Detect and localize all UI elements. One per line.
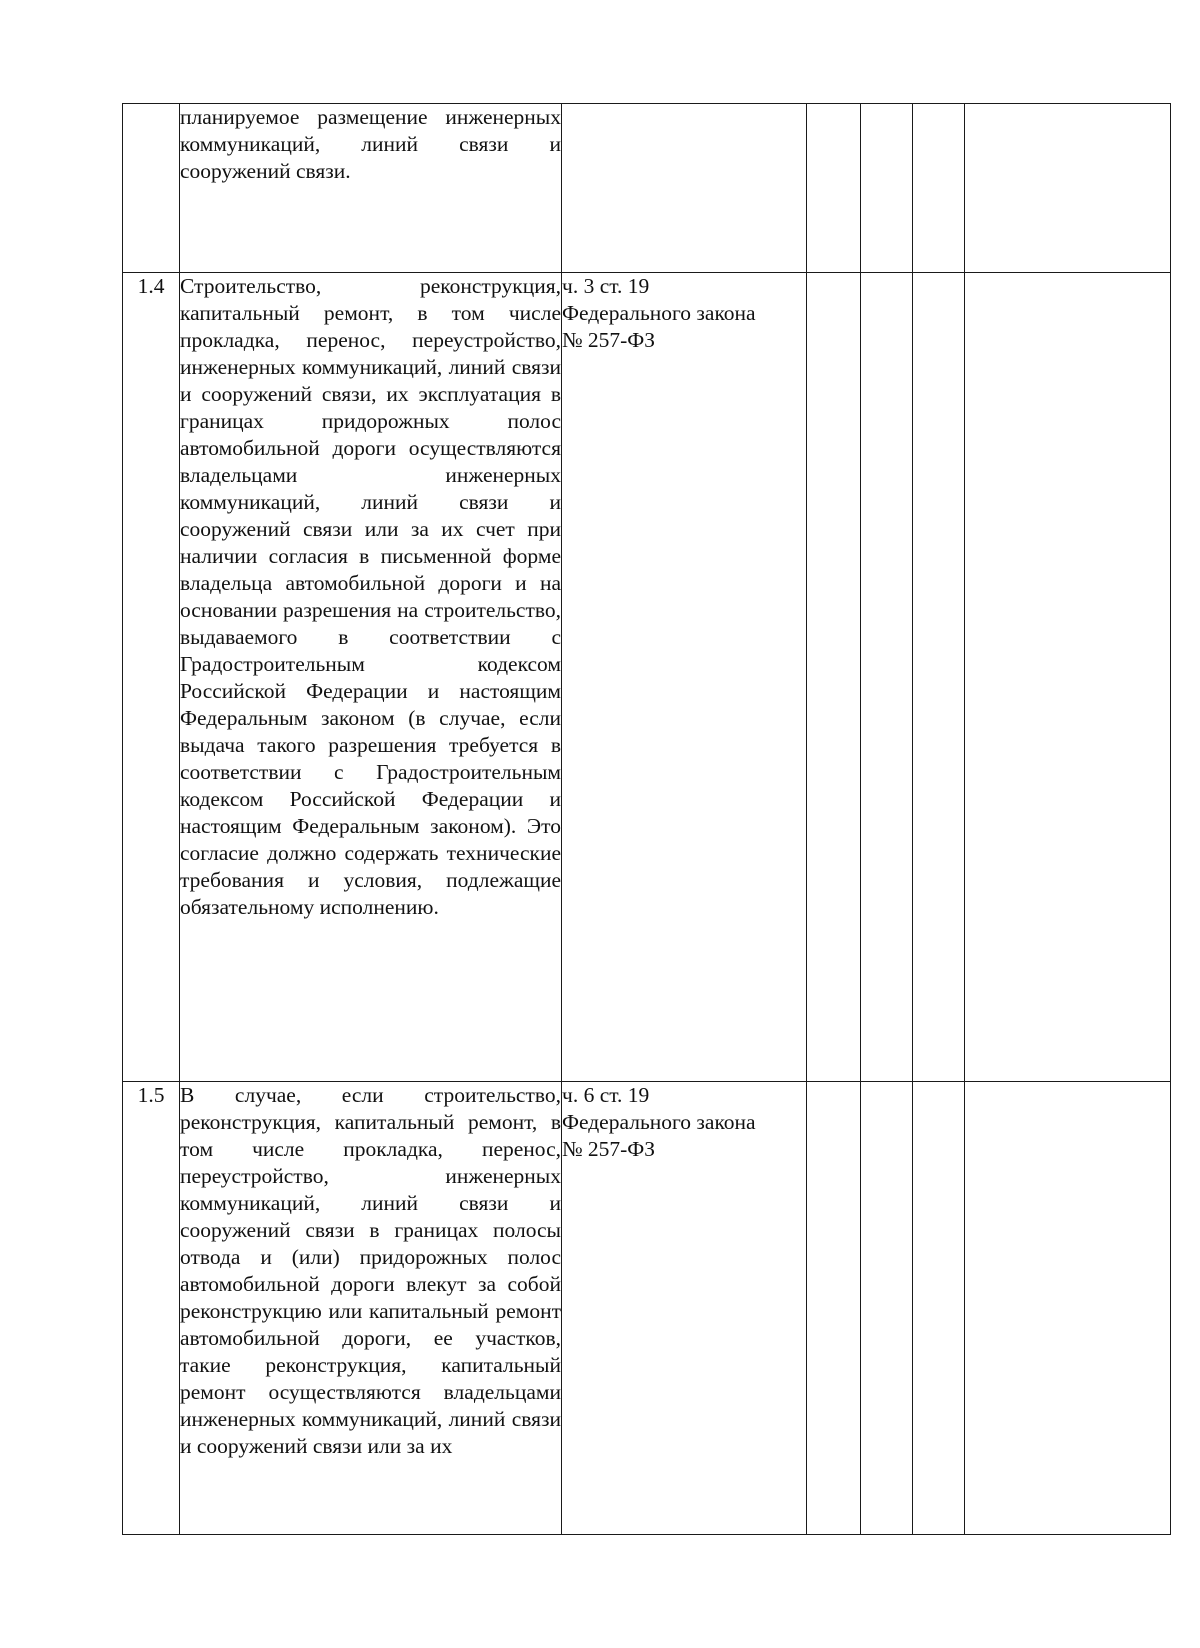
check-cell-na xyxy=(913,1082,965,1535)
check-cell-no xyxy=(861,104,913,273)
legal-basis-line: Федерального закона xyxy=(562,1110,756,1134)
legal-basis-line: Федерального закона xyxy=(562,301,756,325)
check-cell-no xyxy=(861,273,913,1082)
check-cell-na xyxy=(913,273,965,1082)
table-row xyxy=(123,104,1171,273)
requirement-text: Строительство, реконструкция, капитальный ремонт, в том числе прокладка, перенос, переустройство, инженерных коммуникаций, линий связи и сооружений связи, их эксплуатация в границах придорожных полос автомобильной дороги осуществляются владельцами инженерных коммуникаций, линий связи и сооружений связи или за их счет при наличии согласия в письменной форме владельца автомобильной дороги и на основании разрешения на строительство, выдаваемого в соответствии с Градостроительным кодексом Российской Федерации и настоящим Федеральным законом (в случае, если выдача такого разрешения требуется в соответствии с Градостроительным кодексом Российской Федерации и настоящим Федеральным законом). Это согласие должно содержать технические требования и условия, подлежащие обязательному исполнению. xyxy=(180,273,562,1082)
note-cell xyxy=(965,273,1171,1082)
check-cell-yes xyxy=(807,1082,861,1535)
legal-basis xyxy=(562,273,807,1082)
row-number: 1.4 xyxy=(123,273,180,1082)
legal-basis xyxy=(562,104,807,273)
requirements-table xyxy=(122,103,1171,1535)
legal-basis xyxy=(562,1082,807,1535)
table-row xyxy=(123,1082,1171,1535)
check-cell-yes xyxy=(807,273,861,1082)
requirement-text: планируемое размещение инженерных коммуникаций, линий связи и сооружений связи. xyxy=(180,104,562,273)
note-cell xyxy=(965,1082,1171,1535)
note-cell xyxy=(965,104,1171,273)
check-cell-na xyxy=(913,104,965,273)
table-row xyxy=(123,273,1171,1082)
legal-basis-line: № 257-ФЗ xyxy=(562,1137,656,1161)
requirement-text: В случае, если строительство, реконструкция, капитальный ремонт, в том числе прокладка, перенос, переустройство, инженерных коммуникаций, линий связи и сооружений связи в границах полосы отвода и (или) придорожных полос автомобильной дороги влекут за собой реконструкцию или капитальный ремонт автомобильной дороги, ее участков, такие реконструкция, капитальный ремонт осуществляются владельцами инженерных коммуникаций, линий связи и сооружений связи или за их xyxy=(180,1082,562,1535)
legal-basis-line: № 257-ФЗ xyxy=(562,328,656,352)
row-number: 1.5 xyxy=(123,1082,180,1535)
check-cell-no xyxy=(861,1082,913,1535)
legal-basis-line: ч. 6 ст. 19 xyxy=(562,1083,650,1107)
check-cell-yes xyxy=(807,104,861,273)
row-number xyxy=(123,104,180,273)
legal-basis-line: ч. 3 ст. 19 xyxy=(562,274,650,298)
